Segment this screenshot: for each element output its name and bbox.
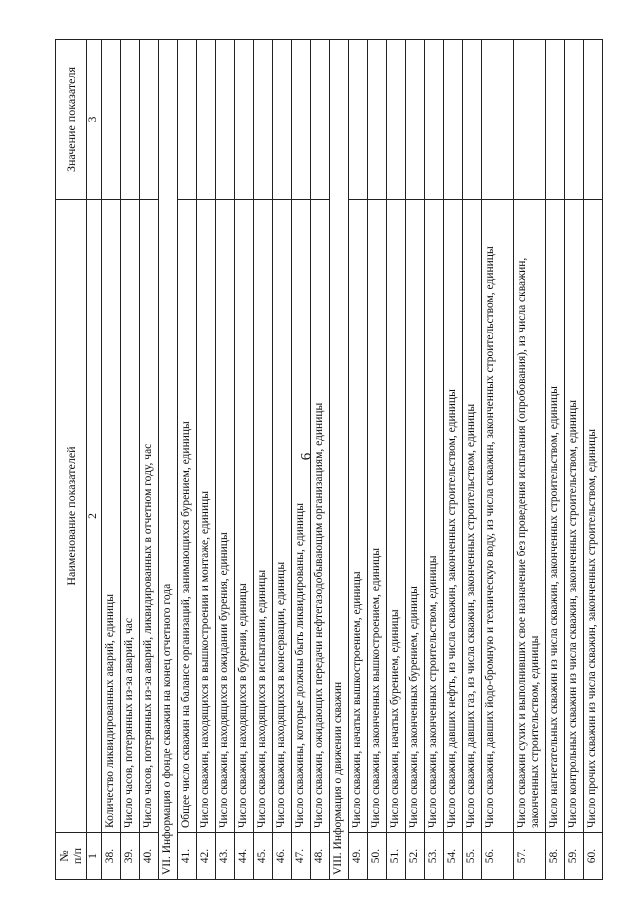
table-row — [514, 40, 546, 880]
row-number: 47. — [292, 833, 311, 880]
section-title: VII. Информация о фонде скважин на конец отчетного года — [159, 40, 178, 880]
table-row — [197, 40, 216, 880]
row-name: Число скважин, законченных строительством, единицы — [425, 200, 444, 833]
row-number: 45. — [254, 833, 273, 880]
row-number: 55. — [463, 833, 482, 880]
row-name: Число скважин, законченных вышкостроением, единицы — [368, 200, 387, 833]
row-value — [514, 40, 546, 200]
table-row — [584, 40, 603, 880]
column-index-row — [87, 40, 102, 880]
row-name: Число нагнетательных скважин из числа скважин, законченных строительством, единицы — [546, 200, 565, 833]
table-row — [444, 40, 463, 880]
section-row — [159, 40, 178, 880]
row-name: Число скважин сухих и выполнивших свое назначение без проведения испытания (опробования), из числа скважин, законченных строительством, единицы — [514, 200, 546, 833]
row-name: Число скважин, находящихся в консервации, единицы — [273, 200, 292, 833]
row-number: 43. — [216, 833, 235, 880]
row-number: 46. — [273, 833, 292, 880]
row-number: 49. — [349, 833, 368, 880]
row-name: Число скважин, находящихся в ожидании бурения, единицы — [216, 200, 235, 833]
section-row — [330, 40, 349, 880]
row-value — [178, 40, 197, 200]
row-value — [102, 40, 121, 200]
row-number: 41. — [178, 833, 197, 880]
table-row — [235, 40, 254, 880]
table-row — [216, 40, 235, 880]
row-number: 42. — [197, 833, 216, 880]
row-number: 60. — [584, 833, 603, 880]
row-name: Число скважин, законченных бурением, единицы — [406, 200, 425, 833]
row-name: Число часов, потерянных из-за аварий, ликвидированных в отчетном году, час — [140, 200, 159, 833]
row-number: 40. — [140, 833, 159, 880]
table-row — [368, 40, 387, 880]
row-number: 56. — [482, 833, 514, 880]
table-row — [387, 40, 406, 880]
column-index: 3 — [87, 40, 102, 200]
table-row — [140, 40, 159, 880]
row-number: 48. — [311, 833, 330, 880]
row-value — [311, 40, 330, 200]
row-name: Число скважин, давших газ, из числа скважин, законченных строительством, единицы — [463, 200, 482, 833]
table-row — [425, 40, 444, 880]
row-value — [406, 40, 425, 200]
row-name: Число скважин, давших нефть, из числа скважин, законченных строительством, единицы — [444, 200, 463, 833]
table-row — [311, 40, 330, 880]
table-header-row — [56, 40, 87, 880]
table-row — [406, 40, 425, 880]
table-row — [102, 40, 121, 880]
table-row — [121, 40, 140, 880]
row-number: 53. — [425, 833, 444, 880]
header-name: Наименование показателей — [56, 200, 87, 833]
header-value: Значение показателя — [56, 40, 87, 200]
table-row — [463, 40, 482, 880]
row-name: Число прочих скважин из числа скважин, законченных строительством, единицы — [584, 200, 603, 833]
rotated-page — [55, 40, 600, 880]
indicators-table — [55, 39, 603, 880]
row-value — [565, 40, 584, 200]
row-value — [482, 40, 514, 200]
row-name: Число контрольных скважин из числа скважин, законченных строительством, единицы — [565, 200, 584, 833]
row-number: 54. — [444, 833, 463, 880]
row-name: Число часов, потерянных из-за аварий, час — [121, 200, 140, 833]
table-body — [102, 40, 603, 880]
table-row — [565, 40, 584, 880]
row-value — [197, 40, 216, 200]
table-row — [292, 40, 311, 880]
row-number: 50. — [368, 833, 387, 880]
row-value — [349, 40, 368, 200]
row-value — [140, 40, 159, 200]
row-number: 58. — [546, 833, 565, 880]
column-index: 1 — [87, 833, 102, 880]
row-name: Число скважин, находящихся в бурении, единицы — [235, 200, 254, 833]
row-name: Число скважин, начатых вышкостроением, единицы — [349, 200, 368, 833]
row-name: Число скважины, которые должны быть ликвидированы, единицы — [292, 200, 311, 833]
row-name: Число скважин, давших йодо-бромную и техническую воду, из числа скважин, законченных строительством, единицы — [482, 200, 514, 833]
row-value — [254, 40, 273, 200]
row-value — [546, 40, 565, 200]
page-number: 6 — [298, 452, 315, 461]
row-value — [584, 40, 603, 200]
row-value — [444, 40, 463, 200]
row-value — [368, 40, 387, 200]
column-index: 2 — [87, 200, 102, 833]
row-number: 38. — [102, 833, 121, 880]
row-value — [216, 40, 235, 200]
row-number: 52. — [406, 833, 425, 880]
table-row — [482, 40, 514, 880]
section-title: VIII. Информация о движении скважин — [330, 40, 349, 880]
row-number: 39. — [121, 833, 140, 880]
header-number: № п/п — [56, 833, 87, 880]
row-name: Число скважин, находящихся в испытании, единицы — [254, 200, 273, 833]
row-value — [235, 40, 254, 200]
row-number: 44. — [235, 833, 254, 880]
row-number: 51. — [387, 833, 406, 880]
row-value — [121, 40, 140, 200]
row-number: 57. — [514, 833, 546, 880]
table-row — [273, 40, 292, 880]
row-name: Число скважин, начатых бурением, единицы — [387, 200, 406, 833]
row-value — [425, 40, 444, 200]
row-value — [387, 40, 406, 200]
table-row — [546, 40, 565, 880]
row-name: Число скважин, находящихся в вышкостроении и монтаже, единицы — [197, 200, 216, 833]
row-value — [292, 40, 311, 200]
table-row — [254, 40, 273, 880]
row-value — [463, 40, 482, 200]
table-row — [349, 40, 368, 880]
row-name: Число скважин, ожидающих передачи нефтегазодобывающим организациям, единицы — [311, 200, 330, 833]
row-number: 59. — [565, 833, 584, 880]
table-row — [178, 40, 197, 880]
row-name: Общее число скважин на балансе организаций, занимающихся бурением, единицы — [178, 200, 197, 833]
row-name: Количество ликвидированных аварий, единицы — [102, 200, 121, 833]
row-value — [273, 40, 292, 200]
